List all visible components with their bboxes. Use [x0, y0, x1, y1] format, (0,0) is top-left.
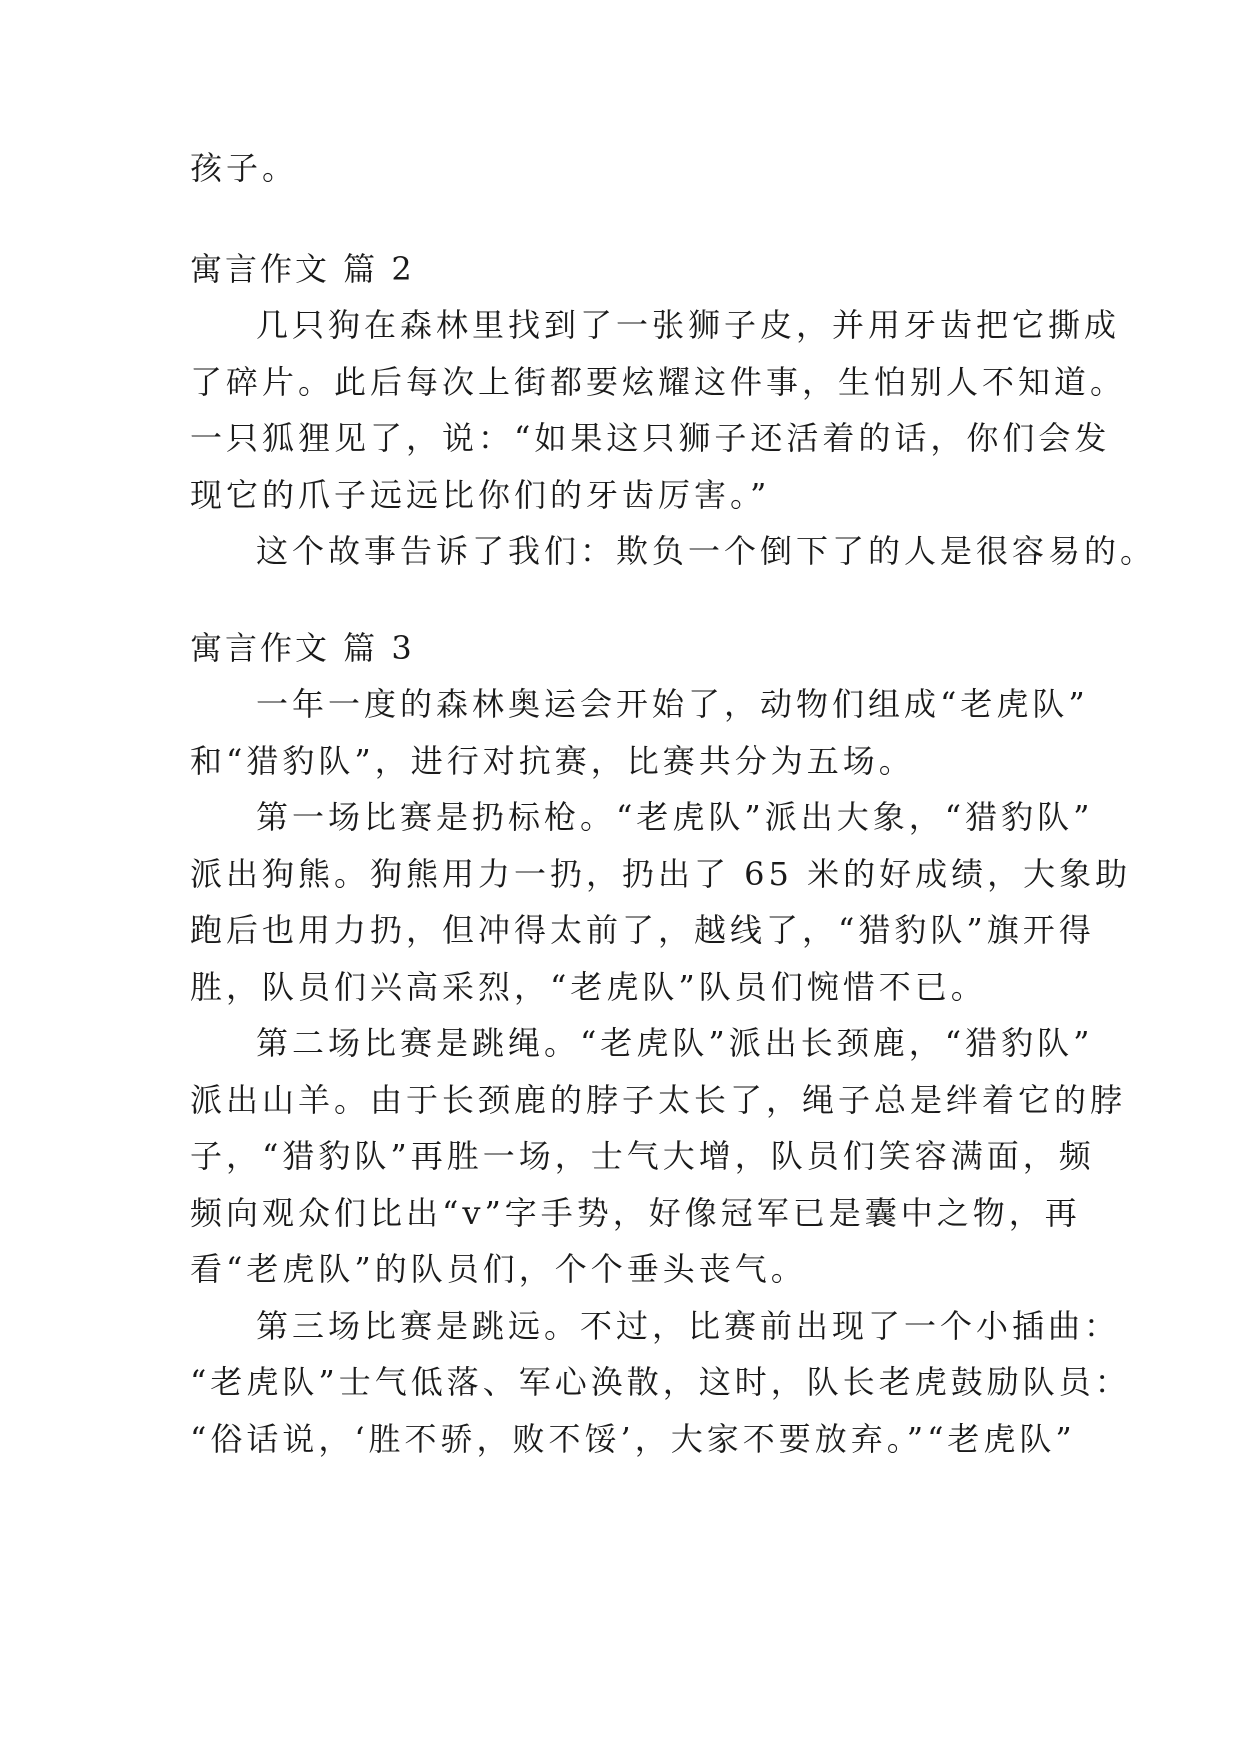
text-line: 现它的爪子远远比你们的牙齿厉害。” [190, 476, 771, 514]
text-line: 这个故事告诉了我们：欺负一个倒下了的人是很容易的。 [256, 532, 1157, 570]
text-line: 派出狗熊。狗熊用力一扔，扔出了 65 米的好成绩，大象助 [190, 855, 1132, 893]
text-line: 第二场比赛是跳绳。“老虎队”派出长颈鹿，“猎豹队” [256, 1024, 1094, 1062]
text-line: 孩子。 [190, 149, 299, 187]
text-line: 第三场比赛是跳远。不过，比赛前出现了一个小插曲： [256, 1307, 1121, 1345]
text-line: 跑后也用力扔，但冲得太前了，越线了，“猎豹队”旗开得 [190, 911, 1095, 949]
text-line: 几只狗在森林里找到了一张狮子皮，并用牙齿把它撕成 [256, 306, 1121, 344]
text-line: 派出山羊。由于长颈鹿的脖子太长了，绳子总是绊着它的脖 [190, 1081, 1127, 1119]
text-line: “老虎队”士气低落、军心涣散，这时，队长老虎鼓励队员： [190, 1363, 1131, 1401]
text-line: 频向观众们比出“v”字手势，好像冠军已是囊中之物，再 [190, 1194, 1081, 1232]
text-line: 子，“猎豹队”再胜一场，士气大增，队员们笑容满面，频 [190, 1137, 1095, 1175]
section-heading: 寓言作文 篇 2 [190, 250, 415, 288]
text-line: 和“猎豹队”，进行对抗赛，比赛共分为五场。 [190, 742, 915, 780]
text-line: 一只狐狸见了，说：“如果这只狮子还活着的话，你们会发 [190, 419, 1111, 457]
section-heading: 寓言作文 篇 3 [190, 629, 415, 667]
text-line: 看“老虎队”的队员们，个个垂头丧气。 [190, 1250, 807, 1288]
text-line: 了碎片。此后每次上街都要炫耀这件事，生怕别人不知道。 [190, 363, 1127, 401]
text-line: 一年一度的森林奥运会开始了，动物们组成“老虎队” [256, 685, 1089, 723]
text-line: 胜，队员们兴高采烈，“老虎队”队员们惋惜不已。 [190, 968, 987, 1006]
text-line: “俗话说，‘胜不骄，败不馁’，大家不要放弃。”“老虎队” [190, 1420, 1076, 1458]
text-line: 第一场比赛是扔标枪。“老虎队”派出大象，“猎豹队” [256, 798, 1094, 836]
